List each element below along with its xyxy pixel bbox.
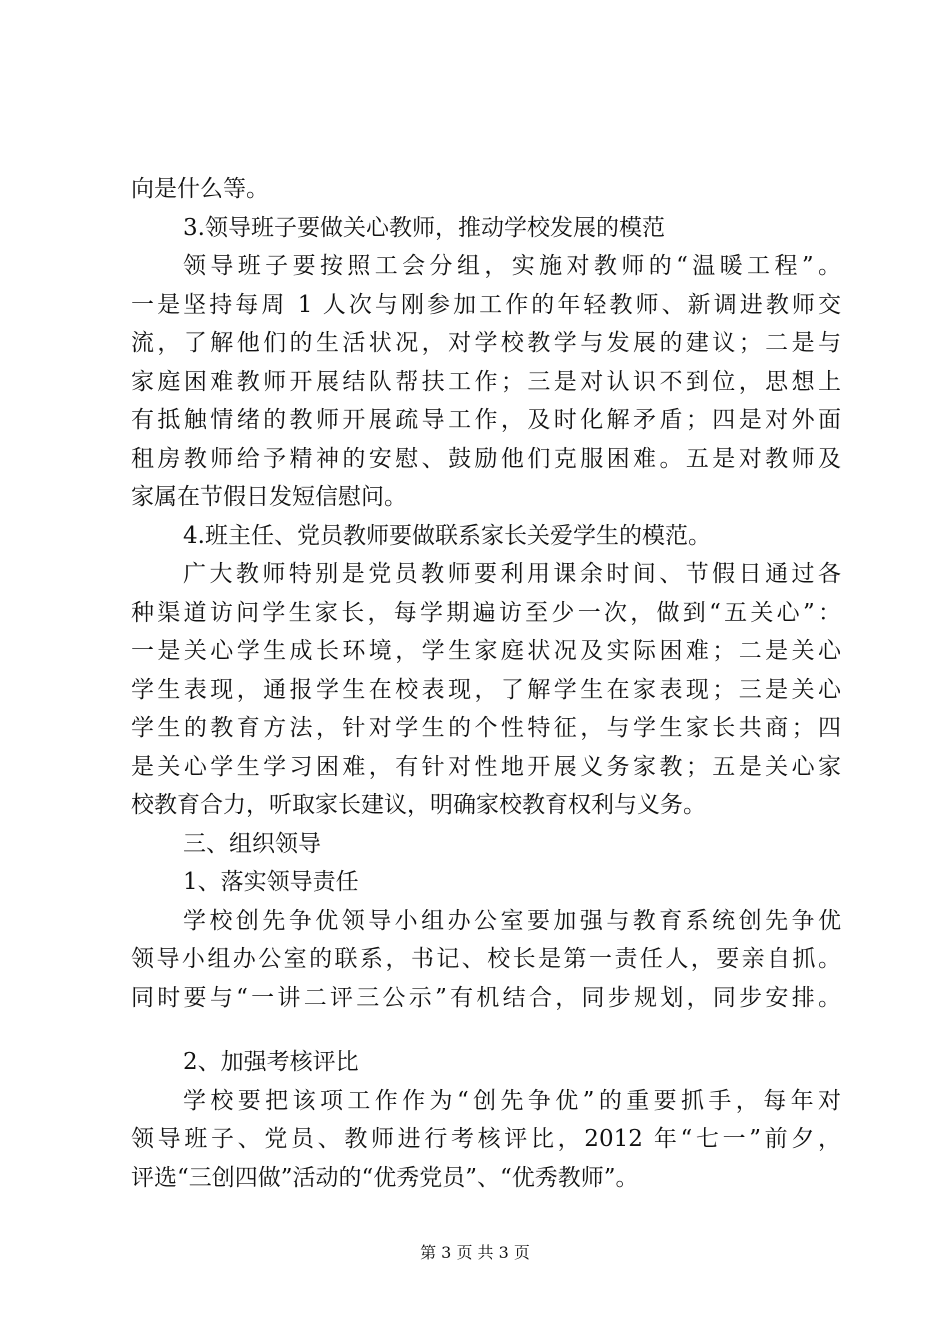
text-line: 学生表现，通报学生在校表现，了解学生在家表现；三是关心 — [131, 676, 841, 703]
subsection-heading: 1、落实领导责任 — [183, 869, 359, 895]
text-line: 家庭困难教师开展结队帮扶工作；三是对认识不到位，思想上 — [131, 368, 841, 395]
text-line: 领导小组办公室的联系，书记、校长是第一责任人，要亲自抓。 — [131, 946, 841, 972]
text-line: 评选“三创四做”活动的“优秀党员”、“优秀教师”。 — [131, 1164, 639, 1191]
text-line: 广大教师特别是党员教师要利用课余时间、节假日通过各 — [183, 561, 841, 587]
text-line: 是关心学生学习困难，有针对性地开展义务家教；五是关心家 — [131, 753, 841, 780]
text-line: 有抵触情绪的教师开展疏导工作，及时化解矛盾；四是对外面 — [131, 407, 841, 433]
text-line: 租房教师给予精神的安慰、鼓励他们克服困难。五是对教师及 — [131, 445, 841, 472]
text-line: 家属在节假日发短信慰问。 — [131, 484, 407, 510]
text-line: 一是关心学生成长环境，学生家庭状况及实际困难；二是关心 — [131, 638, 841, 664]
text-line: 学校创先争优领导小组办公室要加强与教育系统创先争优 — [183, 907, 841, 934]
text-line: 领导班子要按照工会分组，实施对教师的“温暖工程”。 — [183, 253, 841, 279]
text-line: 种渠道访问学生家长，每学期遍访至少一次，做到“五关心”： — [131, 599, 841, 626]
paragraph-gap — [131, 1017, 841, 1043]
section-heading: 4.班主任、党员教师要做联系家长关爱学生的模范。 — [183, 522, 711, 549]
subsection-heading: 2、加强考核评比 — [183, 1049, 359, 1075]
section-heading: 三、组织领导 — [183, 830, 321, 857]
text-line: 校教育合力，听取家长建议，明确家校教育权利与义务。 — [131, 792, 706, 818]
text-line: 流，了解他们的生活状况，对学校教学与发展的建议；二是与 — [131, 330, 841, 356]
text-line: 领导班子、党员、教师进行考核评比，2012 年“七一”前夕， — [131, 1126, 841, 1152]
text-line: 一是坚持每周 1 人次与刚参加工作的年轻教师、新调进教师交 — [131, 291, 841, 318]
section-heading: 3.领导班子要做关心教师，推动学校发展的模范 — [183, 214, 665, 241]
page-footer: 第 3 页 共 3 页 — [420, 1243, 530, 1262]
text-line: 学生的教育方法，针对学生的个性特征，与学生家长共商；四 — [131, 715, 841, 741]
text-line: 学校要把该项工作作为“创先争优”的重要抓手，每年对 — [183, 1087, 841, 1114]
text-line: 向是什么等。 — [131, 176, 269, 202]
document-body — [131, 170, 841, 1197]
text-line: 同时要与“一讲二评三公示”有机结合，同步规划，同步安排。 — [131, 984, 841, 1011]
